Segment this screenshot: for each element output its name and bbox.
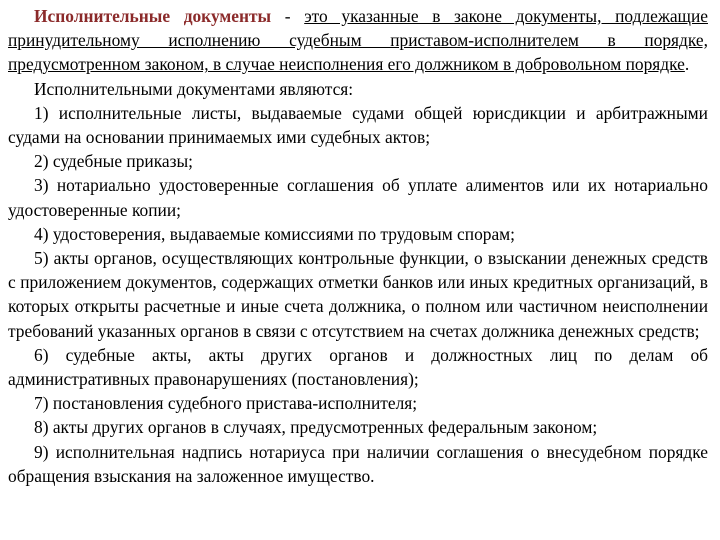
definition-paragraph	[8, 4, 708, 77]
list-item: 6) судебные акты, акты других органов и должностных лиц по делам об административных правонарушениях (постановления);	[8, 344, 708, 390]
list-item: 7) постановления судебного пристава-исполнителя;	[34, 393, 418, 414]
definition-dash: -	[271, 6, 305, 26]
list-item: 4) удостоверения, выдаваемые комиссиями по трудовым спорам;	[34, 223, 516, 244]
list-item: 1) исполнительные листы, выдаваемые судами общей юрисдикции и арбитражными судами на основании принимаемых ими судебных актов;	[8, 102, 708, 148]
defined-term: Исполнительные документы	[34, 6, 272, 26]
list-item: 8) акты других органов в случаях, предусмотренных федеральным законом;	[34, 417, 598, 438]
list-item: 3) нотариально удостоверенные соглашения об уплате алиментов или их нотариально удостоверенные копии;	[8, 175, 708, 220]
definition-end: .	[684, 54, 690, 75]
list-item: 2) судебные приказы;	[34, 151, 193, 172]
definition-body: это указанные в законе документы, подлежащие принудительному исполнению судебным приставом-исполнителем в порядке, предусмотренном законом, в случае неисполнения его должником в добровольном порядке	[8, 6, 708, 75]
list-item: 9) исполнительная надпись нотариуса при наличии соглашения о внесудебном порядке обращения взыскания на заложенное имущество.	[8, 441, 708, 486]
intro-paragraph: Исполнительными документами являются:	[34, 78, 354, 99]
list-item: 5) акты органов, осуществляющих контрольные функции, о взыскании денежных средств с приложением документов, содержащих отметки банков или иных кредитных организаций, в которых открыты расчетные и иные счета должника, о полном или частичном неисполнении требований указанных органов в связи с отсутствием на счетах должника денежных средств;	[8, 248, 708, 341]
